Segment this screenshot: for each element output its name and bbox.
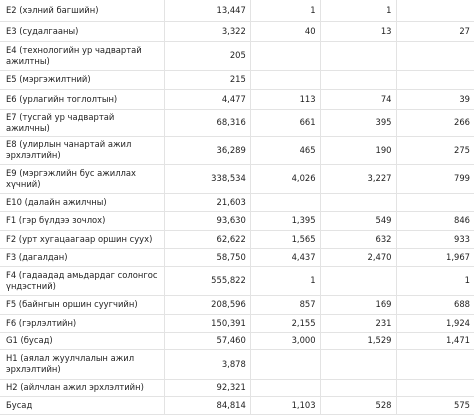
- value-cell-2: [250, 193, 320, 211]
- value-cell-2: [250, 41, 320, 70]
- value-cell-3: [320, 193, 396, 211]
- table-row: [0, 396, 474, 414]
- table-row: [0, 41, 474, 70]
- value-cell-3: 1,529: [320, 332, 396, 349]
- value-cell-3: 190: [320, 136, 396, 164]
- value-cell-1: 62,622: [164, 230, 250, 248]
- value-cell-1: 205: [164, 41, 250, 70]
- table-row: [0, 379, 474, 396]
- value-cell-3: [320, 70, 396, 89]
- value-cell-1: 215: [164, 70, 250, 89]
- value-cell-2: 661: [250, 109, 320, 136]
- visa-type-cell: F3 (дагалдан): [0, 248, 164, 266]
- value-cell-4: 846: [396, 211, 474, 230]
- value-cell-1: 208,596: [164, 295, 250, 314]
- value-cell-4: [396, 379, 474, 396]
- value-cell-2: 1,395: [250, 211, 320, 230]
- value-cell-3: 549: [320, 211, 396, 230]
- value-cell-3: 632: [320, 230, 396, 248]
- value-cell-3: 231: [320, 314, 396, 332]
- value-cell-2: 1: [250, 0, 320, 21]
- value-cell-2: 1: [250, 266, 320, 295]
- value-cell-3: 13: [320, 21, 396, 41]
- value-cell-1: 57,460: [164, 332, 250, 349]
- table-row: [0, 193, 474, 211]
- value-cell-1: 36,289: [164, 136, 250, 164]
- table-row: [0, 109, 474, 136]
- value-cell-4: 933: [396, 230, 474, 248]
- value-cell-1: 3,878: [164, 349, 250, 379]
- value-cell-4: 1,967: [396, 248, 474, 266]
- value-cell-3: [320, 266, 396, 295]
- table-row: [0, 332, 474, 349]
- value-cell-4: 27: [396, 21, 474, 41]
- visa-type-cell: F2 (урт хугацаагаар оршин суух): [0, 230, 164, 248]
- value-cell-4: 39: [396, 89, 474, 109]
- table-row: [0, 295, 474, 314]
- value-cell-1: 13,447: [164, 0, 250, 21]
- value-cell-2: 40: [250, 21, 320, 41]
- visa-type-cell: E6 (урлагийн тоглолтын): [0, 89, 164, 109]
- value-cell-4: 266: [396, 109, 474, 136]
- visa-type-cell: F6 (гэрлэлтийн): [0, 314, 164, 332]
- table-row: [0, 314, 474, 332]
- value-cell-1: 93,630: [164, 211, 250, 230]
- value-cell-4: 688: [396, 295, 474, 314]
- value-cell-2: [250, 379, 320, 396]
- table-row: [0, 136, 474, 164]
- value-cell-1: 58,750: [164, 248, 250, 266]
- value-cell-1: 150,391: [164, 314, 250, 332]
- value-cell-1: 338,534: [164, 164, 250, 193]
- table-row: [0, 349, 474, 379]
- value-cell-4: 1,471: [396, 332, 474, 349]
- visa-type-cell: E9 (мэргэжлийн бус ажиллах хүчний): [0, 164, 164, 193]
- value-cell-2: 4,026: [250, 164, 320, 193]
- value-cell-2: 465: [250, 136, 320, 164]
- value-cell-3: 1: [320, 0, 396, 21]
- value-cell-2: 1,103: [250, 396, 320, 414]
- table-row: [0, 0, 474, 21]
- value-cell-2: 4,437: [250, 248, 320, 266]
- visa-type-cell: F4 (гадаадад амьдардаг солонгос үндэстний): [0, 266, 164, 295]
- table-row: [0, 248, 474, 266]
- table-row: [0, 89, 474, 109]
- value-cell-4: [396, 349, 474, 379]
- value-cell-1: 555,822: [164, 266, 250, 295]
- value-cell-1: 21,603: [164, 193, 250, 211]
- value-cell-3: [320, 41, 396, 70]
- value-cell-4: 275: [396, 136, 474, 164]
- visa-type-cell: E8 (улирлын чанартай ажил эрхлэлтийн): [0, 136, 164, 164]
- visa-type-cell: F5 (байнгын оршин суугчийн): [0, 295, 164, 314]
- value-cell-2: 1,565: [250, 230, 320, 248]
- visa-type-cell: G1 (бусад): [0, 332, 164, 349]
- visa-type-cell: H1 (аялал жуулчлалын ажил эрхлэлтийн): [0, 349, 164, 379]
- value-cell-2: 113: [250, 89, 320, 109]
- value-cell-4: [396, 193, 474, 211]
- value-cell-3: 2,470: [320, 248, 396, 266]
- visa-type-cell: H2 (айлчлан ажил эрхлэлтийн): [0, 379, 164, 396]
- value-cell-1: 84,814: [164, 396, 250, 414]
- value-cell-4: [396, 41, 474, 70]
- value-cell-4: 575: [396, 396, 474, 414]
- value-cell-1: 3,322: [164, 21, 250, 41]
- value-cell-2: [250, 70, 320, 89]
- value-cell-4: 799: [396, 164, 474, 193]
- value-cell-3: 169: [320, 295, 396, 314]
- value-cell-1: 92,321: [164, 379, 250, 396]
- visa-type-cell: E5 (мэргэжилтний): [0, 70, 164, 89]
- table-row: [0, 211, 474, 230]
- value-cell-1: 4,477: [164, 89, 250, 109]
- value-cell-4: [396, 70, 474, 89]
- value-cell-4: [396, 0, 474, 21]
- value-cell-4: 1: [396, 266, 474, 295]
- visa-type-cell: E3 (судалгааны): [0, 21, 164, 41]
- table-row: [0, 266, 474, 295]
- value-cell-2: 3,000: [250, 332, 320, 349]
- visa-type-cell: E10 (далайн ажилчны): [0, 193, 164, 211]
- value-cell-2: 857: [250, 295, 320, 314]
- value-cell-3: [320, 349, 396, 379]
- table-row: [0, 21, 474, 41]
- visa-type-cell: E7 (тусгай ур чадвартай ажилчны): [0, 109, 164, 136]
- value-cell-3: 74: [320, 89, 396, 109]
- value-cell-3: 395: [320, 109, 396, 136]
- value-cell-3: [320, 379, 396, 396]
- value-cell-4: 1,924: [396, 314, 474, 332]
- value-cell-3: 528: [320, 396, 396, 414]
- visa-type-cell: Бусад: [0, 396, 164, 414]
- value-cell-3: 3,227: [320, 164, 396, 193]
- table-row: [0, 230, 474, 248]
- table-row: [0, 70, 474, 89]
- value-cell-2: [250, 349, 320, 379]
- visa-type-cell: E2 (хэлний багшийн): [0, 0, 164, 21]
- table-row: [0, 164, 474, 193]
- visa-type-cell: F1 (гэр бүлдээ зочлох): [0, 211, 164, 230]
- value-cell-2: 2,155: [250, 314, 320, 332]
- value-cell-1: 68,316: [164, 109, 250, 136]
- visa-type-cell: E4 (технологийн ур чадвартай ажилтны): [0, 41, 164, 70]
